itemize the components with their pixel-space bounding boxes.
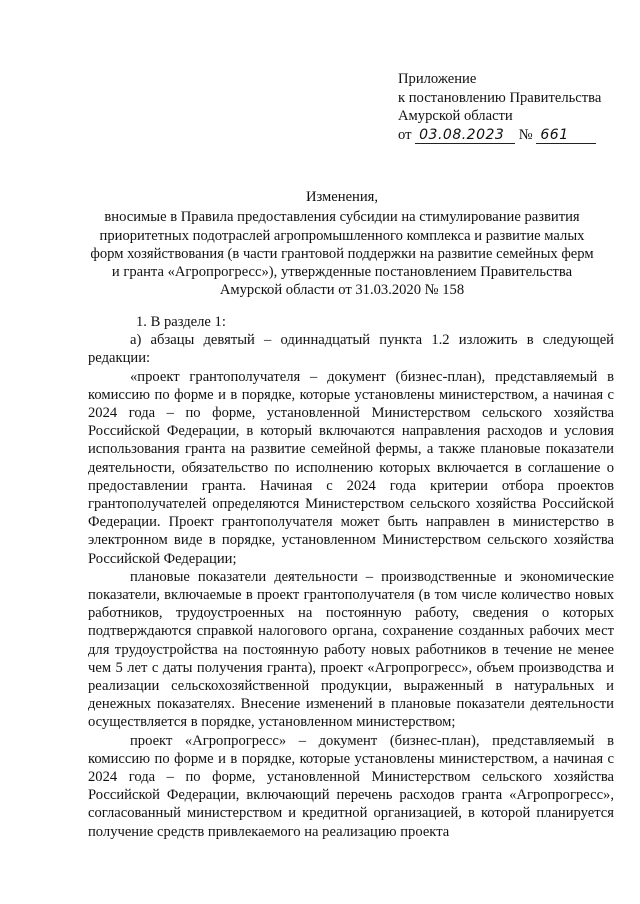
- date-value: 03.08.2023: [419, 126, 505, 143]
- appendix-line-1: Приложение: [398, 71, 477, 87]
- paragraph-item-a: а) абзацы девятый – одиннадцатый пункта 1.2 изложить в следующей редакции:: [88, 332, 614, 367]
- number-field: [536, 128, 596, 144]
- appendix-date-line: [398, 126, 601, 145]
- paragraph-agroprogress-project: проект «Агропрогресс» – документ (бизнес-план), представляемый в комиссию по форме и в порядке, которые установлены министерством, а начиная с 2024 года – по форме, установленной Министерством сельского хозяйства Российской Федерации, включающий перечень расходов гранта «Агропрогресс», согласованный министерством и кредитной организацией, в которой планируется получение средств привлекаемого на реализацию проекта: [88, 732, 614, 840]
- paragraph-grantee-project: «проект грантополучателя – документ (бизнес-план), представляемый в комиссию по форме и в порядке, которые установлены министерством, а начиная с 2024 года – по форме, установленной Министерством сельского хозяйства Российской Федерации, в который включаются направления расходов и условия использования гранта на развитие семейной фермы, а также плановые показатели деятельности, обязательство по исполнению которых включается в соглашение о предоставлении гранта. Начиная с 2024 года критерии отбора проектов грантополучателей определяются Министерством сельского хозяйства Российской Федерации. Проект грантополучателя может быть направлен в министерство в электронном виде в порядке, установленном Министерством сельского хозяйства Российской Федерации;: [88, 368, 614, 567]
- paragraph-planned-indicators: плановые показатели деятельности – производственные и экономические показатели, включаемые в проект грантополучателя (в том числе количество новых работников, трудоустроенных на постоянную работу, сведения о которых подтверждаются справкой налогового органа, сохранение созданных рабочих мест для трудоустройства на постоянную работу новых работников в течение не менее чем 5 лет с даты получения гранта), проект «Агропрогресс», объем производства и реализации сельскохозяйственной продукции, выраженный в натуральных и денежных показателях. Внесение изменений в плановые показатели деятельности осуществляется в порядке, установленном министерством;: [88, 568, 614, 731]
- paragraph-section: 1. В разделе 1:: [136, 314, 226, 330]
- number-value: 661: [540, 126, 569, 143]
- number-prefix: №: [518, 126, 533, 143]
- appendix-line-3: Амурской области: [398, 108, 513, 124]
- appendix-block: [398, 70, 601, 144]
- title-text: вносимые в Правила предоставления субсидии на стимулирование развития приоритетных подотраслей агропромышленного комплекса и развитие малых форм хозяйствования (в части грантовой поддержки на развитие семейных ферм и гранта «Агропрогресс»), утвержденные постановлением Правительства Амурской области от 31.03.2020 № 158: [90, 209, 594, 299]
- date-field: [415, 128, 515, 144]
- document-title: [88, 188, 596, 300]
- date-prefix: от: [398, 126, 412, 143]
- title-heading: Изменения,: [305, 189, 379, 205]
- appendix-line-2: к постановлению Правительства: [398, 89, 602, 106]
- document-body: [88, 313, 614, 841]
